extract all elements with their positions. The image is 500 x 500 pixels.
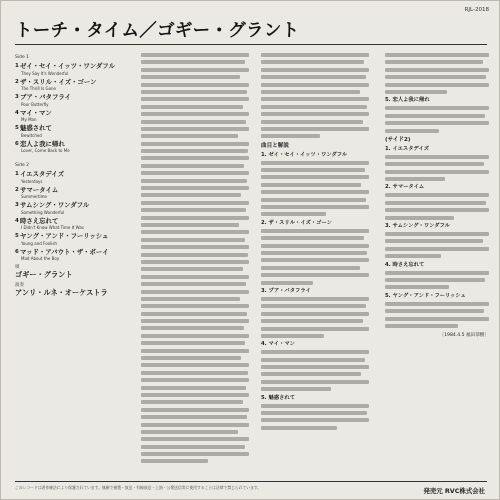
text-line <box>141 400 243 404</box>
text-line <box>261 350 369 354</box>
text-line <box>141 142 249 146</box>
track-title-jp: ブア・バタフライ <box>20 93 71 101</box>
text-line <box>141 90 247 94</box>
text-line <box>261 168 365 172</box>
text-line <box>261 60 364 64</box>
publisher-name: 発売元 RVC株式会社 <box>423 487 485 495</box>
track-title-jp: マイ・マン <box>20 108 52 117</box>
text-line <box>261 134 320 138</box>
text-line <box>141 156 249 160</box>
text-line <box>141 334 249 338</box>
text-line <box>141 408 249 412</box>
text-line <box>261 97 369 101</box>
text-line <box>141 149 248 153</box>
vocal-label: 唄 <box>15 265 20 270</box>
text-line <box>261 258 369 262</box>
track-number: 4 <box>15 109 19 116</box>
text-line <box>141 83 249 87</box>
text-line <box>385 75 486 79</box>
text-line <box>261 161 369 165</box>
text-line <box>261 411 367 415</box>
track-number: 2 <box>15 186 19 193</box>
text-line <box>261 205 369 209</box>
text-line <box>385 193 489 197</box>
text-line <box>141 349 249 353</box>
track-title-en: Lover, Come Back to Me <box>21 148 70 153</box>
track-item <box>15 218 137 231</box>
text-line <box>261 297 369 301</box>
text-line <box>141 120 246 124</box>
text-line <box>141 245 249 249</box>
text-line <box>261 319 363 323</box>
track-item <box>15 249 137 262</box>
text-line <box>141 290 249 294</box>
text-line <box>385 278 485 282</box>
track-title-jp: 恋人よ我に帰れ <box>20 139 65 148</box>
writer-signature: 〔1984.4.5 福田恭樹〕 <box>439 332 489 338</box>
text-line <box>385 216 454 220</box>
text-line <box>141 112 249 116</box>
track-item <box>15 79 137 92</box>
text-line <box>141 312 247 316</box>
track-item <box>15 63 137 76</box>
track-item <box>15 202 137 215</box>
track-title-en: Bewitched <box>21 132 42 138</box>
text-line <box>261 105 367 109</box>
text-line <box>261 198 366 202</box>
text-line <box>141 378 249 382</box>
text-line <box>261 404 369 408</box>
track-title-en: They Say It's Wonderful <box>21 70 69 76</box>
text-line <box>261 372 361 376</box>
album-title: トーチ・タイム／ゴギー・グラント <box>15 21 300 41</box>
track-number: 5 <box>15 233 19 239</box>
text-line <box>385 208 489 212</box>
text-line <box>261 236 364 240</box>
side-gap <box>15 156 137 161</box>
text-line <box>141 423 249 427</box>
track-item <box>15 141 137 154</box>
tracklist <box>15 53 137 299</box>
text-line <box>385 155 489 159</box>
text-line <box>141 97 249 101</box>
song-subheading: 5. ヤング・アンド・フーリッシュ <box>385 292 466 299</box>
text-line <box>385 170 489 174</box>
side-2-label: Side 2 <box>15 163 30 168</box>
track-number: 3 <box>15 94 19 100</box>
text-line <box>141 371 248 375</box>
track-item <box>15 110 137 123</box>
footer-rule <box>15 481 487 482</box>
track-number: 6 <box>15 140 19 147</box>
text-line <box>261 312 369 316</box>
text-line <box>261 75 366 79</box>
side-1-label: Side 1 <box>15 55 30 60</box>
track-title-en: Something Wonderful <box>21 209 65 215</box>
text-line <box>385 53 489 57</box>
song-subheading: 3. サムシング・ワンダフル <box>385 223 450 230</box>
track-title-jp: マッド・アバウト・ザ・ボーイ <box>20 247 109 256</box>
text-line <box>385 177 445 181</box>
text-line <box>141 363 249 367</box>
song-subheading: 5. 恋人よ我に帰れ <box>385 97 430 104</box>
text-line <box>385 232 489 236</box>
text-line <box>141 304 249 308</box>
text-line <box>385 247 489 251</box>
text-line <box>261 304 366 308</box>
track-number: 3 <box>15 202 19 208</box>
track-title-en: Mad About the Boy <box>21 256 60 261</box>
track-item <box>15 171 137 184</box>
text-line <box>141 186 249 190</box>
track-title-jp: 魅惑されて <box>20 124 52 132</box>
text-line <box>261 83 369 87</box>
text-line <box>141 459 208 463</box>
text-line <box>141 193 241 197</box>
liner-notes-column-1 <box>141 53 249 478</box>
text-line <box>385 285 449 289</box>
track-title-jp: ヤング・アンド・フーリッシュ <box>20 232 109 240</box>
song-subheading: 4. 時さえ忘れて <box>385 261 425 268</box>
text-line <box>141 105 243 109</box>
text-line <box>261 380 369 384</box>
text-line <box>385 68 489 72</box>
text-line <box>141 260 249 264</box>
track-item <box>15 94 137 107</box>
title-rule <box>15 44 487 45</box>
text-line <box>141 430 238 434</box>
text-line <box>141 171 249 175</box>
text-line <box>141 319 249 323</box>
track-title-en: My Man <box>21 117 37 122</box>
text-line <box>261 112 369 116</box>
track-number: 1 <box>15 63 19 69</box>
section-heading: 曲目と解説 <box>261 142 289 149</box>
text-line <box>141 437 249 441</box>
text-line <box>141 356 241 360</box>
text-line <box>141 223 239 227</box>
text-line <box>261 183 361 187</box>
text-line <box>261 365 369 369</box>
text-line <box>141 134 238 138</box>
liner-notes-column-3 <box>385 53 489 393</box>
text-line <box>261 244 369 248</box>
track-title-jp: ザ・スリル・イズ・ゴーン <box>20 77 97 86</box>
track-title-jp: サムシング・ワンダフル <box>20 201 90 209</box>
track-number: 4 <box>15 217 19 224</box>
text-line <box>385 309 484 313</box>
track-number: 2 <box>15 78 19 85</box>
text-line <box>141 415 247 419</box>
track-title-en: The Thrill Is Gone <box>21 86 57 91</box>
text-line <box>385 60 483 64</box>
catalog-code: RJL-2018 <box>464 7 489 13</box>
text-line <box>141 60 245 64</box>
text-line <box>261 175 369 179</box>
text-line <box>261 120 363 124</box>
text-line <box>261 418 369 422</box>
track-title-en: Summertime <box>21 194 48 199</box>
song-subheading: 5. 魅惑されて <box>261 394 296 401</box>
text-line <box>385 271 489 275</box>
text-line <box>385 106 489 110</box>
text-line <box>261 229 369 233</box>
text-line <box>261 334 324 338</box>
song-subheading: 1. イエスタデイズ <box>385 145 429 152</box>
text-line <box>141 179 247 183</box>
track-number: 5 <box>15 125 19 131</box>
track-number: 6 <box>15 248 19 255</box>
copyright-notice: このレコードは著作権法により保護されています。無断で複製・放送・有線放送・上演・公衆送信等に使用することは法律で禁じられています。 <box>15 485 262 490</box>
text-line <box>141 452 249 456</box>
track-item <box>15 125 137 138</box>
text-line <box>385 121 489 125</box>
text-line <box>141 201 249 205</box>
text-line <box>385 201 486 205</box>
text-line <box>385 83 489 87</box>
text-line <box>261 327 369 331</box>
song-subheading: 4. マイ・マン <box>261 341 295 348</box>
text-line <box>261 68 369 72</box>
text-line <box>385 317 489 321</box>
text-line <box>141 326 244 330</box>
text-line <box>385 302 489 306</box>
text-line <box>261 358 365 362</box>
track-title-en: Poor Butterfly <box>21 101 49 107</box>
text-line <box>141 341 245 345</box>
section-heading: (サイド2) <box>385 136 411 143</box>
text-line <box>385 114 485 118</box>
text-line <box>385 324 458 328</box>
text-line <box>261 281 313 285</box>
song-subheading: 1. ゼイ・セイ・イッツ・ワンダフル <box>261 151 348 158</box>
track-title-en: Yesterdays <box>21 178 43 184</box>
text-line <box>385 129 439 133</box>
text-line <box>261 426 337 430</box>
track-title-jp: イエスタデイズ <box>20 170 64 178</box>
track-item <box>15 233 137 246</box>
text-line <box>261 190 369 194</box>
text-line <box>261 273 369 277</box>
song-subheading: 2. サマータイム <box>385 184 425 191</box>
text-line <box>261 266 360 270</box>
text-line <box>385 254 441 258</box>
text-line <box>141 386 246 390</box>
text-line <box>261 127 369 131</box>
text-line <box>141 238 245 242</box>
text-line <box>385 239 483 243</box>
orchestra-name: アンリ・ルネ・オーケストラ <box>15 288 108 297</box>
text-line <box>141 53 249 57</box>
text-line <box>141 230 249 234</box>
text-line <box>261 90 360 94</box>
text-line <box>141 275 249 279</box>
text-line <box>141 267 243 271</box>
track-number: 1 <box>15 171 19 177</box>
orchestra-label: 演奏 <box>15 283 24 288</box>
text-line <box>141 282 246 286</box>
text-line <box>141 216 249 220</box>
text-line <box>385 90 447 94</box>
text-line <box>261 387 331 391</box>
liner-notes-column-2 <box>261 53 369 478</box>
text-line <box>141 297 240 301</box>
text-line <box>261 251 367 255</box>
track-item <box>15 187 137 200</box>
text-line <box>141 445 245 449</box>
song-subheading: 3. プア・バタフライ <box>261 287 311 294</box>
text-line <box>141 208 246 212</box>
song-subheading: 2. ザ・スリル・イズ・ゴーン <box>261 219 332 226</box>
text-line <box>141 253 248 257</box>
text-line <box>141 164 244 168</box>
text-line <box>261 212 326 216</box>
vocalist-name: ゴギー・グラント <box>15 270 73 279</box>
track-title-jp: ゼイ・セイ・イッツ・ワンダフル <box>20 62 115 70</box>
track-title-jp: 時さえ忘れて <box>20 216 59 225</box>
track-title-en: I Didn't Know What Time It Was <box>21 225 84 230</box>
text-line <box>141 127 249 131</box>
text-line <box>141 75 240 79</box>
text-line <box>141 68 249 72</box>
text-line <box>141 393 249 397</box>
text-line <box>261 53 369 57</box>
track-title-jp: サマータイム <box>20 185 59 194</box>
track-title-en: Young and Foolish <box>21 240 57 246</box>
text-line <box>385 162 484 166</box>
